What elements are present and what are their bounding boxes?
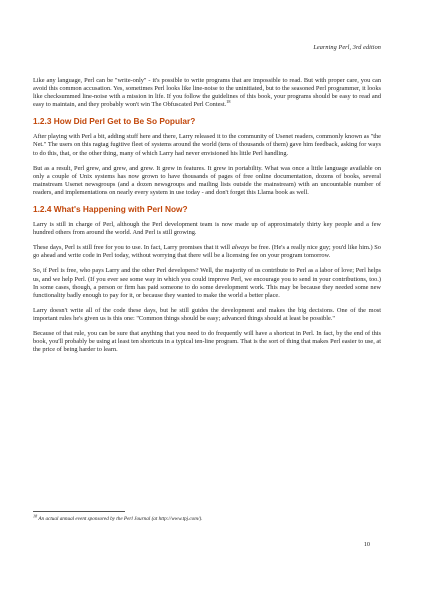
page-body (33, 77, 381, 361)
body-paragraph: After playing with Perl a bit, adding stuff here and there, Larry released it to the community of Usenet readers, commonly known as "the Net." The users on this ragtag fugitive fleet of systems around the world (tens of thousands of them) gave him feedback, asking for ways to do this, that, or the other thing, many of which Larry had never envisioned his little Perl handling. (33, 133, 381, 157)
body-paragraph: So, if Perl is free, who pays Larry and the other Perl developers? Well, the majority of us contribute to Perl as a labor of love; Perl helps us, and we help Perl. (If you ever see some way in which you could improve Perl, we encourage you to send in your contributions, too.) In some cases, though, a person or firm has paid someone to do some development work. This may be because they needed some new functionality badly enough to pay for it, or because they wanted to make the world a better place. (33, 267, 381, 299)
body-paragraph: Larry is still in charge of Perl, although the Perl development team is now made up of approximately thirty key people and a few hundred others from around the world. And Perl is still growing. (33, 221, 381, 237)
body-paragraph (33, 244, 381, 260)
body-paragraph: Because of that rule, you can be sure that anything that you need to do frequently will have a shortcut in Perl. In fact, by the end of this book, you'll probably be using at least ten shortcuts in a typical ten-line program. That is the sort of thing that makes Perl easier to use, at the price of being harder to learn. (33, 329, 381, 354)
intro-paragraph (33, 77, 381, 109)
body-paragraph: Larry doesn't write all of the code these days, but he still guides the development and makes the big decisions. One of the most important rules he's given us is this one: "Common things should be easy; advanced things should at least be possible." (33, 306, 381, 322)
section-heading-popular: 1.2.3 How Did Perl Get to Be So Popular? (33, 116, 196, 127)
emphasis-text: always (231, 244, 250, 252)
paragraph-text-end: be free. (He's a really nice guy; you'd like him.) So go ahead and write code in Perl today, without worrying that there will be a licensing fee on your program tomorrow. (33, 244, 381, 260)
body-paragraph: But as a result, Perl grew, and grew, and grew. It grew in features. It grew in portability. What was once a little language available on only a couple of Unix systems has now grown to have thousands of pages of free online documentation, dozens of books, several mainstream Usenet newsgroups (and a dozen newsgroups and mailing lists outside the mainstream) with an uncountable number of readers, and implementations on nearly every system in use today - and don't forget this Llama book as well. (33, 164, 381, 196)
running-header: Learning Perl, 3rd edition (313, 44, 381, 51)
intro-paragraph-text: Like any language, Perl can be "write-only" - it's possible to write programs that are impossible to read. But with proper care, you can avoid this common accusation. Yes, sometimes Perl looks like line-noise to the uninitiated, but to the seasoned Perl programmer, it looks like checksummed line-noise with a mission in life. If you follow the guidelines of this book, your programs should be easy to read and easy to maintain, and they probably won't win The Obfuscated Perl Contest. (33, 77, 381, 109)
section-heading-now: 1.2.4 What's Happening with Perl Now? (33, 204, 188, 215)
footnote-text: An actual annual event sponsored by the Perl Journal (at http://www.tpj.com/). (37, 516, 203, 522)
footnote-reference: 18 (226, 99, 231, 105)
footnote-divider (33, 511, 125, 512)
footnote-marker: 18 (33, 513, 38, 519)
paragraph-text-start: These days, Perl is still free for you to use. In fact, Larry promises that it will (33, 244, 232, 252)
page-number: 10 (363, 541, 370, 548)
footnote (33, 513, 381, 523)
